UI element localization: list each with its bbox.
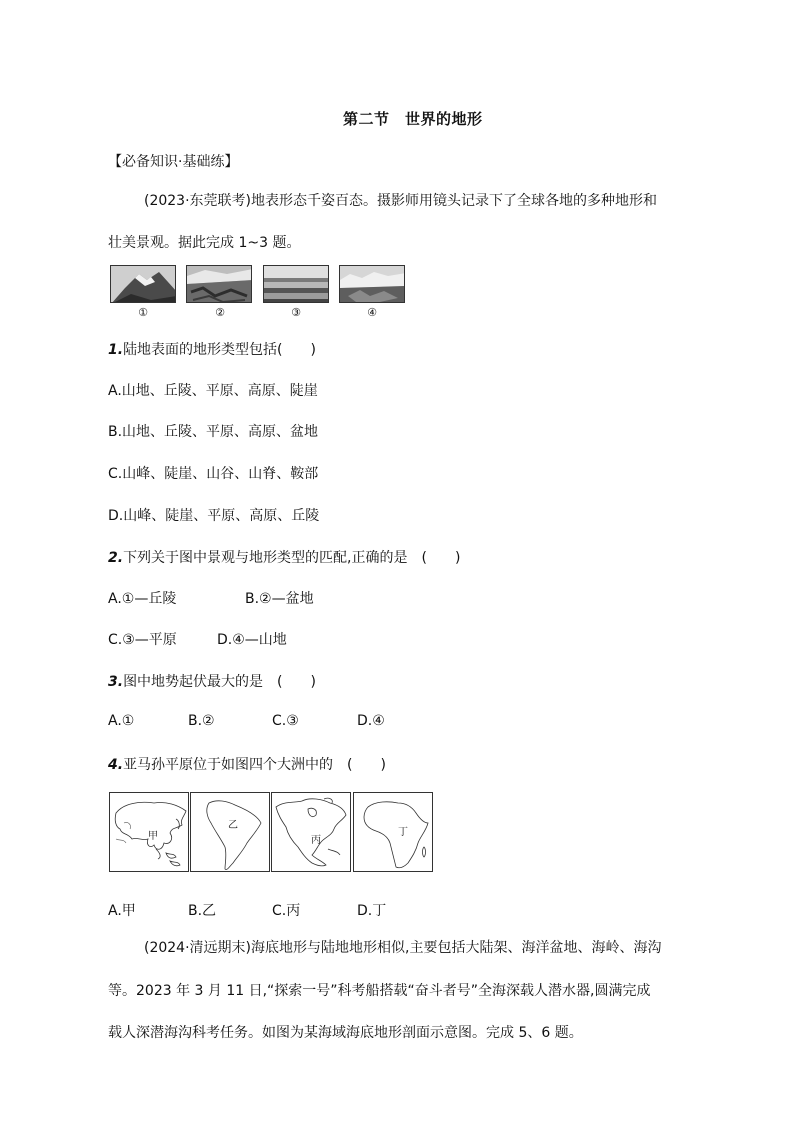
question-3-option-c: C.③: [272, 713, 299, 729]
question-2-option-b: B.②—盆地: [245, 591, 314, 607]
continent-map-south-america: [190, 792, 270, 872]
question-2-option-c: C.③—平原: [108, 632, 177, 648]
question-1-number: 1.: [108, 342, 124, 358]
question-2-stem: 下列关于图中景观与地形类型的匹配,正确的是 ( ): [123, 550, 461, 566]
intro2-line1: (2024·清远期末)海底地形与陆地地形相似,主要包括大陆架、海洋盆地、海岭、海沟: [144, 940, 662, 956]
question-2-option-a: A.①—丘陵: [108, 591, 177, 607]
map-label-yi: 乙: [228, 820, 238, 831]
question-3-option-a: A.①: [108, 713, 135, 729]
question-1-option-d: D.山峰、陡崖、平原、高原、丘陵: [108, 508, 320, 524]
section-heading: 【必备知识·基础练】: [108, 154, 239, 170]
question-4-option-d: D.丁: [357, 903, 387, 919]
question-4-option-b: B.乙: [188, 903, 217, 919]
continent-map-africa: [353, 792, 433, 872]
map-label-ding: 丁: [398, 827, 408, 838]
question-3-option-b: B.②: [188, 713, 215, 729]
photo-label-2: ②: [215, 306, 225, 319]
question-4: [108, 754, 386, 774]
landscape-photo-1: [110, 265, 176, 303]
page-title: 第二节 世界的地形: [343, 110, 483, 128]
question-3-number: 3.: [108, 674, 124, 690]
intro1-line1: (2023·东莞联考)地表形态千姿百态。摄影师用镜头记录下了全球各地的多种地形和: [144, 193, 658, 209]
question-2: [108, 547, 460, 567]
question-1-option-c: C.山峰、陡崖、山谷、山脊、鞍部: [108, 466, 319, 482]
photo-label-3: ③: [291, 306, 301, 319]
intro2-line2: 等。2023 年 3 月 11 日,“探索一号”科考船搭载“奋斗者号”全海深载人潜水器,圆满完成: [108, 983, 651, 999]
question-3-option-d: D.④: [357, 713, 385, 729]
map-label-bing: 丙: [311, 835, 321, 846]
landscape-photo-3: [263, 265, 329, 303]
question-4-option-a: A.甲: [108, 903, 136, 919]
question-4-option-c: C.丙: [272, 903, 301, 919]
intro2-line3: 载人深潜海沟科考任务。如图为某海域海底地形剖面示意图。完成 5、6 题。: [108, 1025, 583, 1041]
question-3: [108, 671, 316, 691]
question-2-number: 2.: [108, 550, 124, 566]
question-3-stem: 图中地势起伏最大的是 ( ): [123, 674, 316, 690]
photo-label-4: ④: [367, 306, 377, 319]
question-1-option-b: B.山地、丘陵、平原、高原、盆地: [108, 424, 319, 440]
map-label-jia: 甲: [148, 831, 158, 842]
question-1-option-a: A.山地、丘陵、平原、高原、陡崖: [108, 383, 318, 399]
question-2-option-d: D.④—山地: [217, 632, 287, 648]
question-1-stem: 陆地表面的地形类型包括( ): [123, 342, 316, 358]
landscape-photo-2: [186, 265, 252, 303]
question-4-number: 4.: [108, 757, 124, 773]
photo-label-1: ①: [138, 306, 148, 319]
question-1: [108, 339, 316, 359]
intro1-line2: 壮美景观。据此完成 1~3 题。: [108, 235, 301, 251]
question-4-stem: 亚马孙平原位于如图四个大洲中的 ( ): [123, 757, 386, 773]
landscape-photo-4: [339, 265, 405, 303]
